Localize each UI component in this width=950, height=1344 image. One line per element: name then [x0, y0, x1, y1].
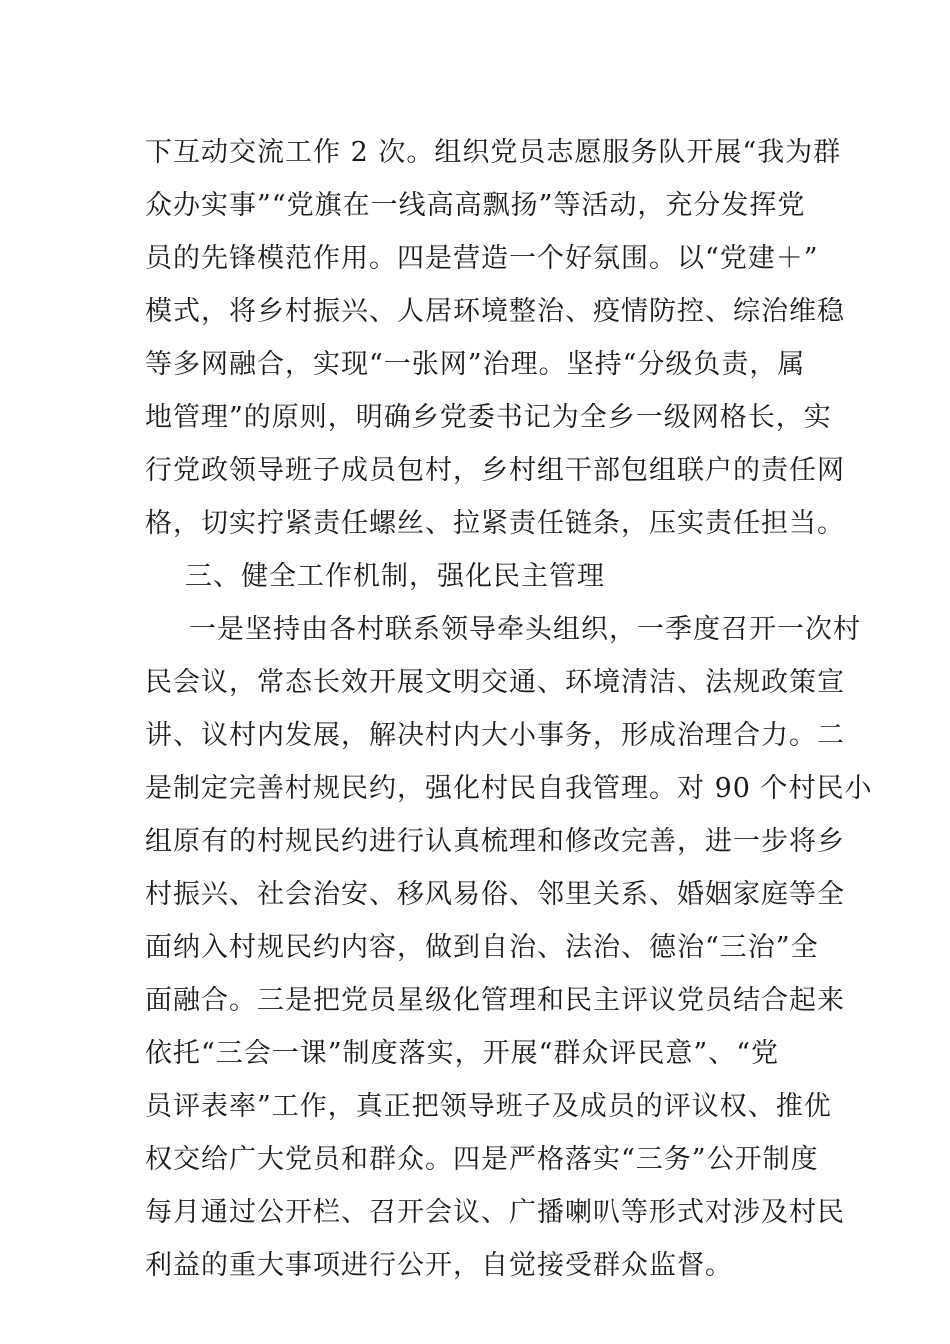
document-body [145, 126, 873, 1292]
body-text-line: 等多网融合，实现“一张网”治理。坚持“分级负责，属 [145, 349, 806, 380]
body-text-line: 模式，将乡村振兴、人居环境整治、疫情防控、综治维稳 [145, 296, 845, 327]
body-text-line: 面纳入村规民约内容，做到自治、法治、德治“三治”全 [145, 932, 819, 963]
body-text-line: 下互动交流工作 2 次。组织党员志愿服务队开展“我为群 [145, 137, 842, 168]
body-text-line: 员的先锋模范作用。四是营造一个好氛围。以“党建＋” [145, 243, 819, 274]
body-text-line: 格，切实拧紧责任螺丝、拉紧责任链条，压实责任担当。 [145, 508, 845, 539]
body-text-line: 行党政领导班子成员包村，乡村组干部包组联户的责任网 [145, 455, 845, 486]
body-text-line: 组原有的村规民约进行认真梳理和修改完善，进一步将乡 [145, 826, 845, 857]
body-text-line: 面融合。三是把党员星级化管理和民主评议党员结合起来 [145, 985, 845, 1016]
body-text-line: 利益的重大事项进行公开，自觉接受群众监督。 [145, 1250, 733, 1281]
body-text-line: 讲、议村内发展，解决村内大小事务，形成治理合力。二 [145, 720, 845, 751]
body-text-line: 依托“三会一课”制度落实，开展“群众评民意”、“党 [145, 1038, 780, 1069]
body-text-line: 员评表率”工作，真正把领导班子及成员的评议权、推优 [145, 1091, 832, 1122]
body-text-line: 权交给广大党员和群众。四是严格落实“三务”公开制度 [145, 1144, 819, 1175]
body-text-line: 村振兴、社会治安、移风易俗、邻里关系、婚姻家庭等全 [145, 879, 845, 910]
section-heading: 三、健全工作机制，强化民主管理 [185, 561, 605, 592]
body-text-line: 地管理”的原则，明确乡党委书记为全乡一级网格长，实 [145, 402, 832, 433]
body-text-line: 民会议，常态长效开展文明交通、环境清洁、法规政策宣 [145, 667, 845, 698]
body-text-line: 是制定完善村规民约，强化村民自我管理。对 90 个村民小 [145, 773, 873, 804]
body-text-line: 众办实事”“党旗在一线高高飘扬”等活动，充分发挥党 [145, 190, 806, 221]
body-text-line: 一是坚持由各村联系领导牵头组织，一季度召开一次村 [189, 614, 861, 645]
body-text-line: 每月通过公开栏、召开会议、广播喇叭等形式对涉及村民 [145, 1197, 845, 1228]
